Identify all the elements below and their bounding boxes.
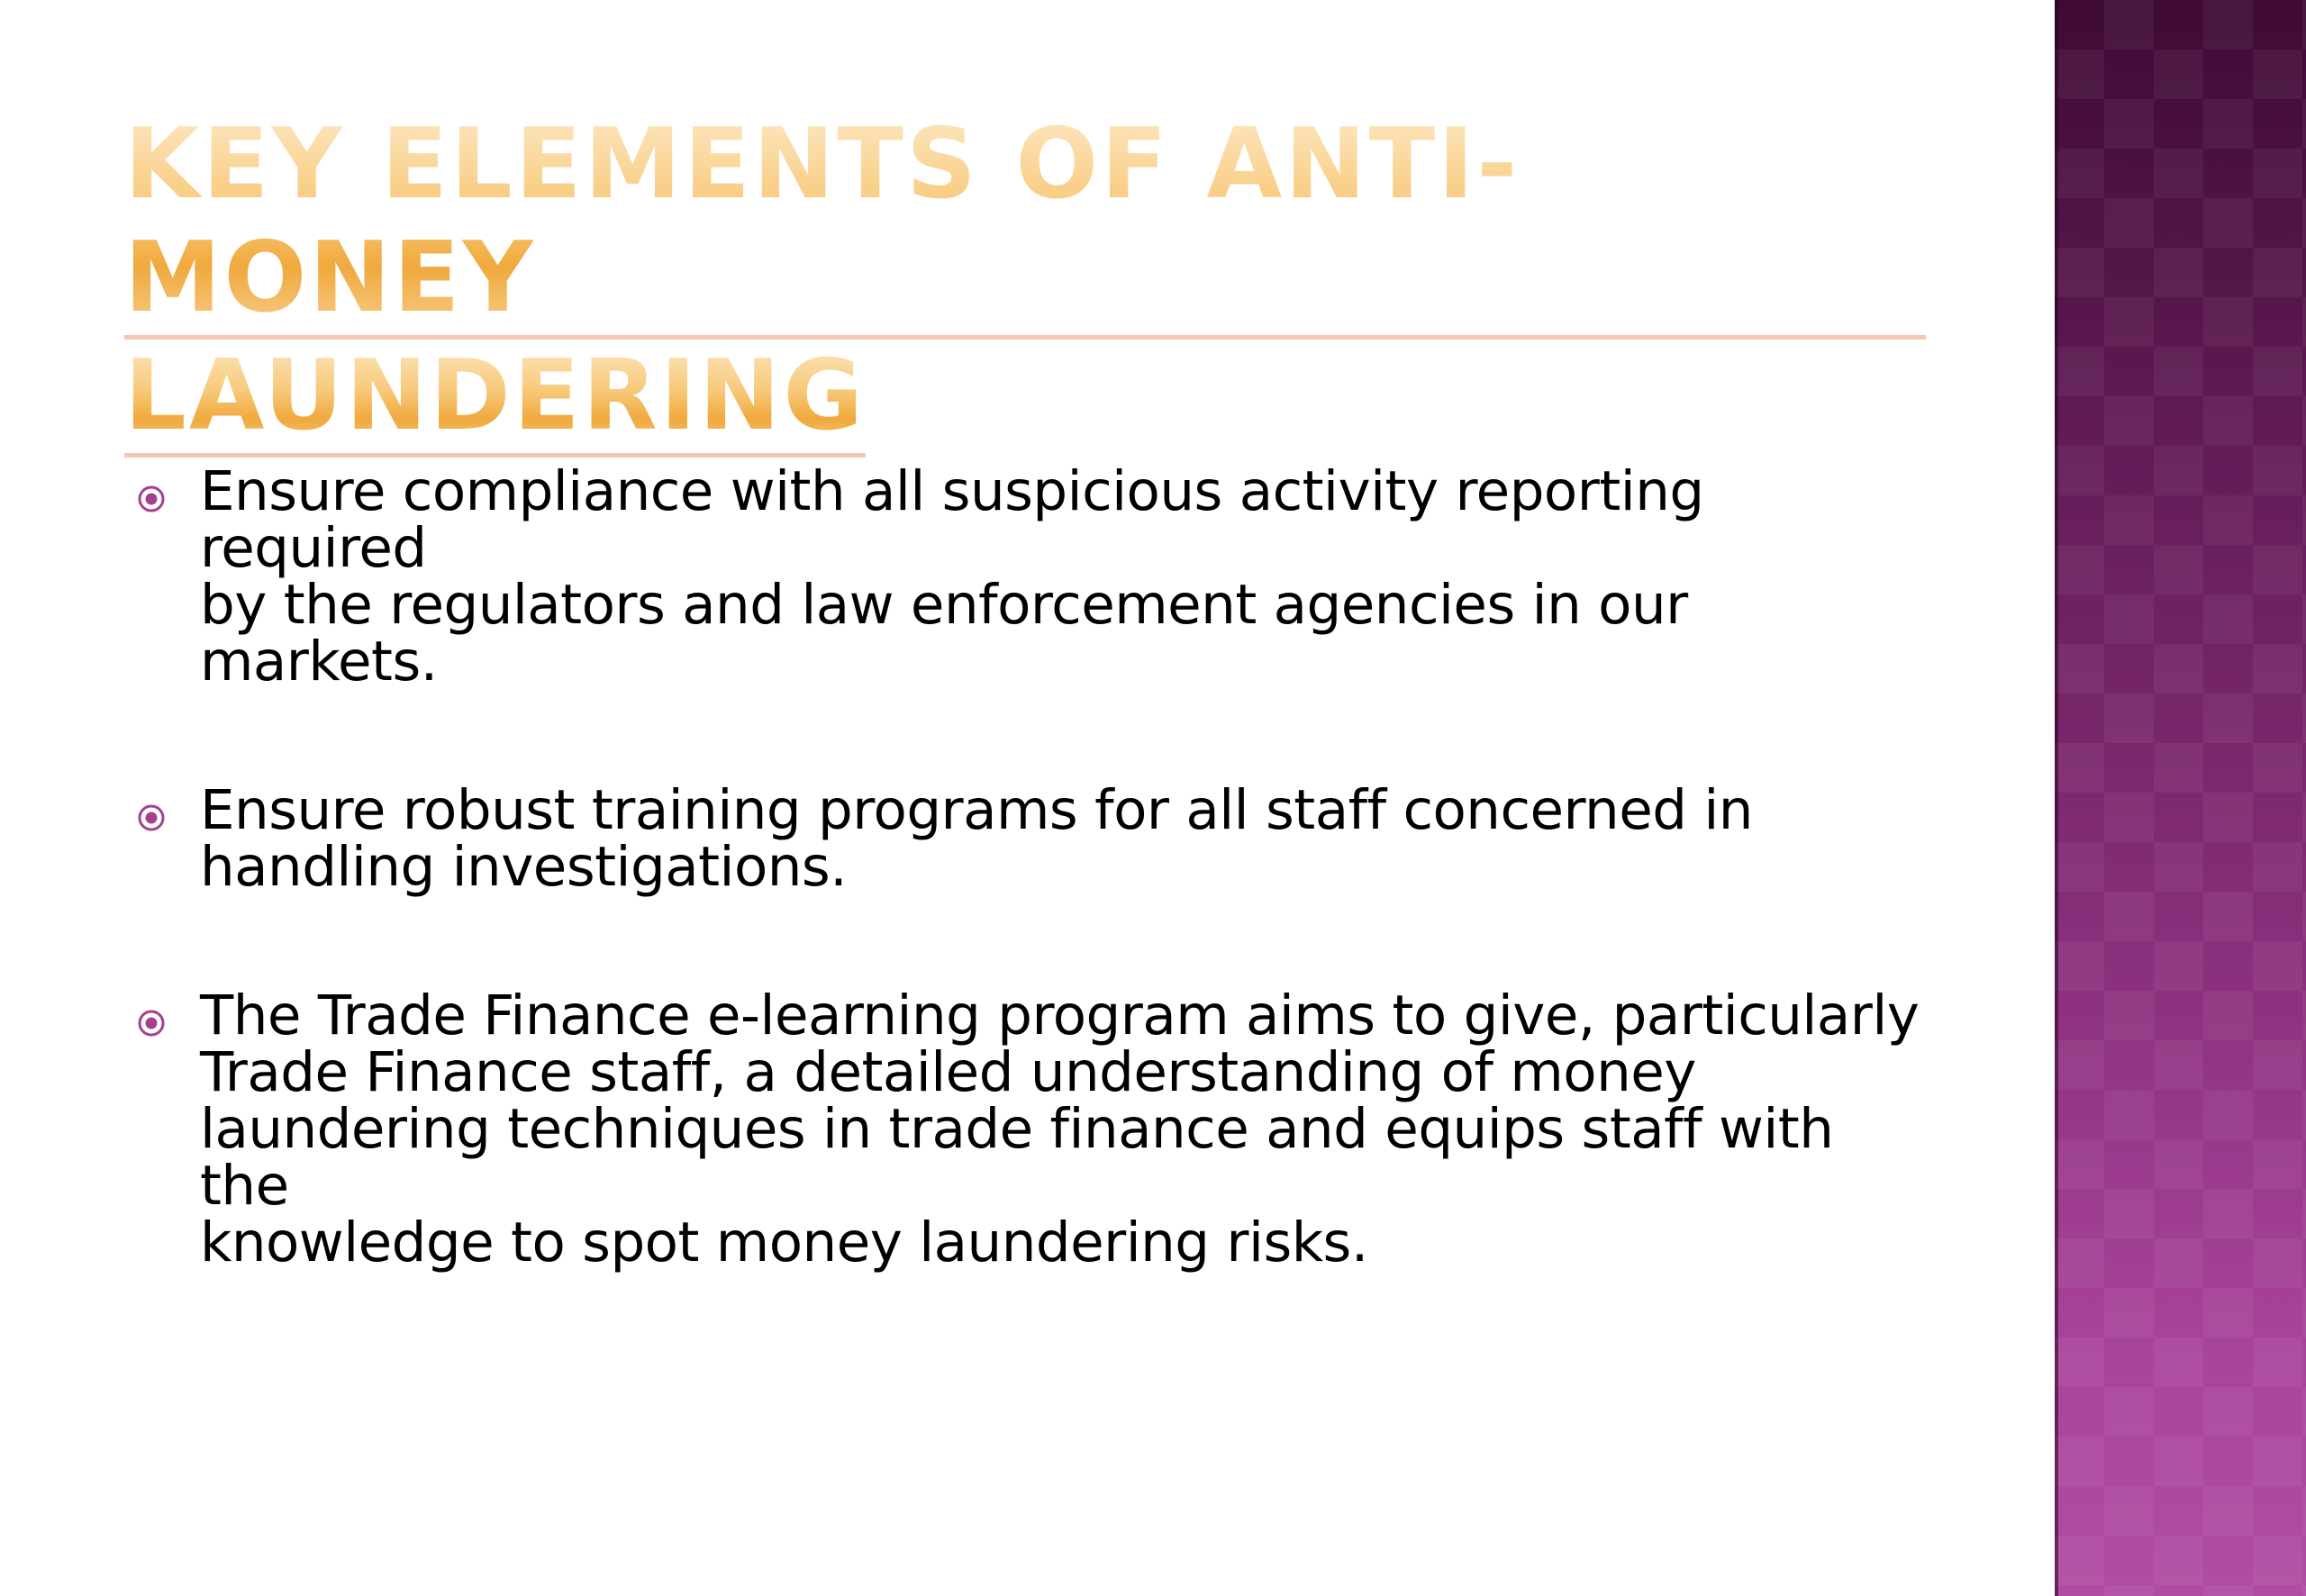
- bullet-list: [135, 459, 1937, 1363]
- bullet-line: by the regulators and law enforcement agencies in our markets.: [200, 573, 1688, 694]
- slide-title: [124, 108, 1926, 458]
- diamond-pattern: [2055, 0, 2306, 1596]
- bullet-line: Ensure compliance with all suspicious activity reporting required: [200, 459, 1704, 580]
- bullet-item-elearning: [135, 984, 1937, 1274]
- circled-dot-icon: [137, 803, 166, 832]
- bullet-line: Trade Finance staff, a detailed understanding of money: [200, 1040, 1696, 1104]
- side-band-edge: [2055, 0, 2058, 1596]
- bullet-line: The Trade Finance e-learning program aims to give, particularly: [200, 984, 1920, 1047]
- bullet-line: Ensure robust training programs for all staff concerned in: [200, 778, 1753, 842]
- bullet-line: knowledge to spot money laundering risks.: [200, 1211, 1368, 1274]
- bullet-line: handling investigations.: [200, 835, 848, 899]
- slide-title-line-1: KEY ELEMENTS OF ANTI-MONEY: [124, 108, 1926, 340]
- bullet-item-compliance: [135, 459, 1937, 694]
- bullet-line: laundering techniques in trade finance and equips staff with the: [200, 1097, 1834, 1218]
- circled-dot-icon: [137, 485, 166, 513]
- decorative-side-band: [2055, 0, 2306, 1596]
- slide-title-line-2: LAUNDERING: [124, 340, 866, 458]
- circled-dot-icon: [137, 1009, 166, 1038]
- bullet-item-training: [135, 778, 1937, 899]
